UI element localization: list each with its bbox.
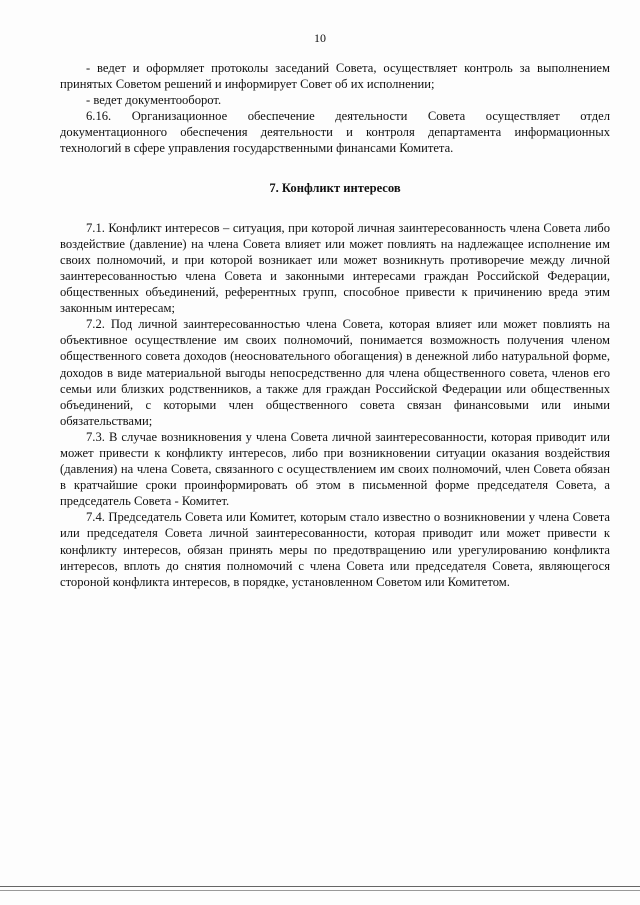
- page-number: 10: [314, 31, 326, 45]
- section-title: 7. Конфликт интересов: [269, 180, 401, 195]
- scan-edge-line: [0, 886, 640, 887]
- paragraph-protocols: - ведет и оформляет протоколы заседаний Совета, осуществляет контроль за выполнением принятых Советом решений и информирует Совет об их исполнении;: [60, 61, 610, 92]
- paragraph-7-3: 7.3. В случае возникновения у члена Совета личной заинтересованности, которая приводит или может привести к конфликту интересов, либо при возникновении ситуации оказания воздействия (давления) на члена Совета, связанного с осуществлением им своих полномочий, член Совета обязан в кратчайшие сроки проинформировать об этом в письменной форме председателя Совета, а председатель Совета - Комитет.: [60, 429, 610, 509]
- paragraph-6-16: 6.16. Организационное обеспечение деятельности Совета осуществляет отдел документационного обеспечения деятельности и контроля департамента информационных технологий в сфере управления государственными финансами Комитета.: [60, 109, 610, 156]
- document-body: [60, 60, 610, 590]
- paragraph-7-2: 7.2. Под личной заинтересованностью члена Совета, которая влияет или может повлиять на объективное осуществление им своих полномочий, понимается возможность получения членом общественного совета доходов (неосновательного обогащения) в денежной либо натуральной форме, доходов в виде материальной выгоды непосредственно для члена общественного совета, членов его семьи или близких родственников, а также для граждан Российской Федерации или общественных объединений, с которыми член общественного совета связан финансовыми или иными обязательствами;: [60, 317, 610, 428]
- paragraph-document-flow: - ведет документооборот.: [86, 93, 222, 108]
- paragraph-7-4: 7.4. Председатель Совета или Комитет, которым стало известно о возникновении у члена Совета или председателя Совета личной заинтересованности, которая приводит или может привести к конфликту интересов, обязан принять меры по предотвращению или урегулированию конфликта интересов, вплоть до снятия полномочий с члена Совета или председателя Совета, являющегося стороной конфликта интересов, в порядке, установленном Советом или Комитетом.: [60, 510, 610, 589]
- paragraph-7-1: 7.1. Конфликт интересов – ситуация, при которой личная заинтересованность члена Совета либо воздействие (давление) на члена Совета влияет или может повлиять на надлежащее исполнение им своих полномочий, и при которой возникает или может возникнуть противоречие между личной заинтересованностью члена Совета и законными интересами граждан Российской Федерации, общественных объединений, референтных групп, способное привести к причинению вреда этим законным интересам;: [60, 220, 610, 316]
- scan-edge-line: [0, 890, 640, 891]
